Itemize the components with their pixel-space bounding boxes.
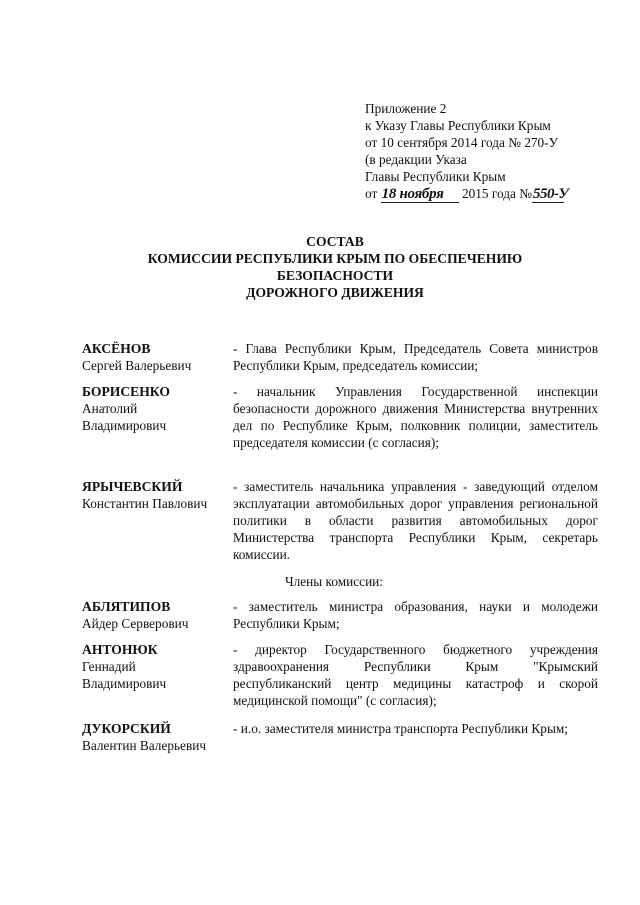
- member-given-name: Айдер Серверович: [82, 616, 189, 631]
- title-line-1: СОСТАВ: [306, 234, 364, 249]
- member-given-name: Геннадий: [82, 659, 136, 674]
- title-line-3: БЕЗОПАСНОСТИ: [276, 268, 394, 283]
- member-given-name: Сергей Валерьевич: [82, 358, 192, 373]
- member-role: - заместитель начальника управления - заведующий отделом эксплуатации автомобильных дорог управления региональной политики в области развития автомобильных дорог Министерства транспорта Республики Крым, секретарь комиссии.: [233, 479, 598, 562]
- appendix-line-5: Главы Республики Крым: [365, 169, 506, 184]
- title-line-2: КОМИССИИ РЕСПУБЛИКИ КРЫМ ПО ОБЕСПЕЧЕНИЮ: [147, 251, 523, 266]
- member-role: - Глава Республики Крым, Председатель Совета министров Республики Крым, председатель комиссии;: [233, 341, 598, 373]
- member-name: [82, 478, 230, 512]
- document-title: [100, 233, 570, 301]
- amend-year: 2015 года №: [461, 186, 532, 201]
- member-role: - и.о. заместителя министра транспорта Республики Крым;: [233, 721, 568, 736]
- member-name: [82, 720, 230, 754]
- member-surname: ЯРЫЧЕВСКИЙ: [82, 479, 183, 494]
- appendix-line-3: от 10 сентября 2014 года № 270-У: [365, 135, 559, 150]
- member-surname: АКСЁНОВ: [82, 341, 151, 356]
- handwritten-number: 550-У: [532, 186, 569, 202]
- member-surname: АНТОНЮК: [82, 642, 158, 657]
- appendix-line-1: Приложение 2: [365, 101, 447, 116]
- members-label: Члены комиссии:: [285, 574, 383, 589]
- member-name: [82, 340, 230, 374]
- member-role: - заместитель министра образования, науки и молодежи Республики Крым;: [233, 599, 598, 631]
- member-role: - директор Государственного бюджетного учреждения здравоохранения Республики Крым "Крымский республиканский центр медицины катастроф и скорой медицинской помощи" (с согласия);: [233, 642, 598, 708]
- appendix-line-2: к Указу Главы Республики Крым: [365, 118, 551, 133]
- member-name: [82, 383, 230, 434]
- member-given-name: Владимирович: [82, 676, 167, 691]
- member-surname: АБЛЯТИПОВ: [82, 599, 171, 614]
- member-given-name: Анатолий: [82, 401, 138, 416]
- handwritten-date: 18 ноября: [381, 187, 459, 203]
- amend-prefix: от: [365, 186, 378, 201]
- appendix-header: [365, 100, 615, 203]
- appendix-line-4: (в редакции Указа: [365, 152, 467, 167]
- member-name: [82, 598, 230, 632]
- title-line-4: ДОРОЖНОГО ДВИЖЕНИЯ: [246, 285, 424, 300]
- appendix-amendment-line: [365, 185, 615, 203]
- member-given-name: Валентин Валерьевич: [82, 738, 207, 753]
- member-role: - начальник Управления Государственной инспекции безопасности дорожного движения Министерства внутренних дел по Республике Крым, полковник полиции, заместитель председателя комиссии (с согласия);: [233, 384, 598, 450]
- member-given-name: Константин Павлович: [82, 496, 208, 511]
- member-surname: БОРИСЕНКО: [82, 384, 170, 399]
- member-given-name: Владимирович: [82, 418, 167, 433]
- member-name: [82, 641, 230, 692]
- member-surname: ДУКОРСКИЙ: [82, 721, 171, 736]
